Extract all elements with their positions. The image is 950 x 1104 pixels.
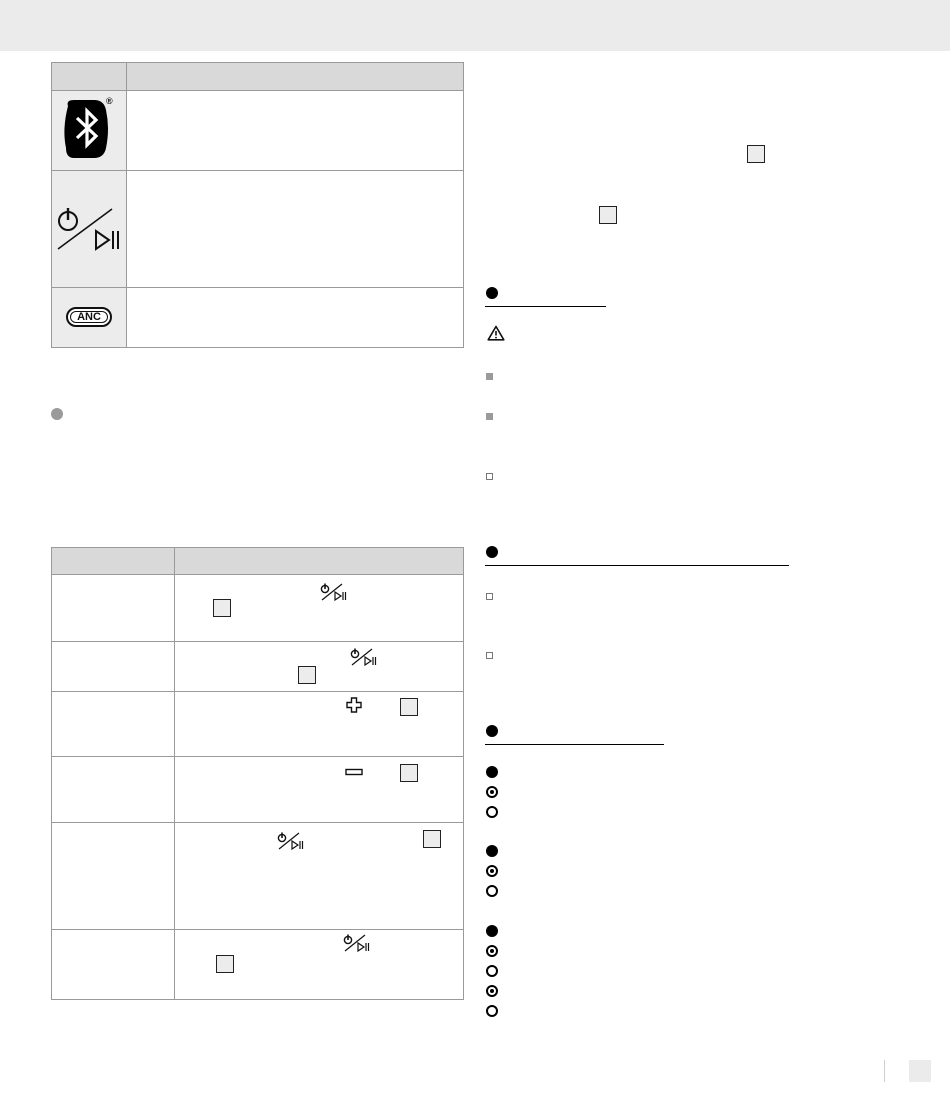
power-play-pause-icon xyxy=(350,648,378,666)
reference-box xyxy=(599,206,617,224)
led-off-indicator xyxy=(486,1005,498,1017)
section-dot xyxy=(486,287,498,299)
led-blinking-indicator xyxy=(486,945,498,957)
led-off-indicator xyxy=(486,965,498,977)
power-play-pause-icon xyxy=(54,205,122,253)
top-band xyxy=(0,0,950,51)
list-bullet xyxy=(486,413,493,420)
list-bullet xyxy=(486,373,493,380)
registered-mark: ® xyxy=(106,96,113,106)
led-off-indicator xyxy=(486,885,498,897)
led-off-indicator xyxy=(486,806,498,818)
operation-table-row-line xyxy=(52,822,463,823)
power-play-pause-icon xyxy=(277,832,305,850)
warning-triangle-icon xyxy=(487,325,505,341)
led-blinking-indicator xyxy=(486,786,498,798)
plus-icon xyxy=(346,697,362,713)
led-blinking-indicator xyxy=(486,985,498,997)
led-on-indicator xyxy=(486,925,498,937)
reference-box xyxy=(400,764,418,782)
section-dot xyxy=(486,546,498,558)
power-play-pause-icon xyxy=(320,583,348,601)
anc-label: ANC xyxy=(77,311,101,323)
list-bullet xyxy=(486,473,493,480)
section-dot xyxy=(486,725,498,737)
list-bullet xyxy=(486,593,493,600)
list-bullet xyxy=(486,652,493,659)
section-dot xyxy=(51,408,63,420)
section-heading-underline xyxy=(485,744,664,745)
operation-table-row-line xyxy=(52,929,463,930)
operation-table-divider xyxy=(174,548,175,999)
reference-box xyxy=(747,145,765,163)
symbol-table-row-line xyxy=(52,170,463,171)
anc-button-icon xyxy=(66,307,112,327)
led-on-indicator xyxy=(486,766,498,778)
symbol-table-divider xyxy=(126,63,127,347)
reference-box xyxy=(213,599,231,617)
led-blinking-indicator xyxy=(486,865,498,877)
reference-box xyxy=(400,698,418,716)
page-number-box xyxy=(909,1060,931,1082)
operation-table-row-line xyxy=(52,756,463,757)
section-heading-underline xyxy=(485,565,789,566)
reference-box xyxy=(423,830,441,848)
power-play-pause-icon xyxy=(343,934,371,952)
minus-icon xyxy=(345,768,363,776)
operation-table-row-line xyxy=(52,641,463,642)
reference-box xyxy=(216,955,234,973)
symbol-table-row-line xyxy=(52,287,463,288)
reference-box xyxy=(298,666,316,684)
section-heading-underline xyxy=(485,306,606,307)
footer-separator xyxy=(884,1060,885,1082)
operation-table-row-line xyxy=(52,691,463,692)
led-on-indicator xyxy=(486,845,498,857)
operation-table-header xyxy=(52,548,463,575)
symbol-table-header xyxy=(52,63,463,91)
